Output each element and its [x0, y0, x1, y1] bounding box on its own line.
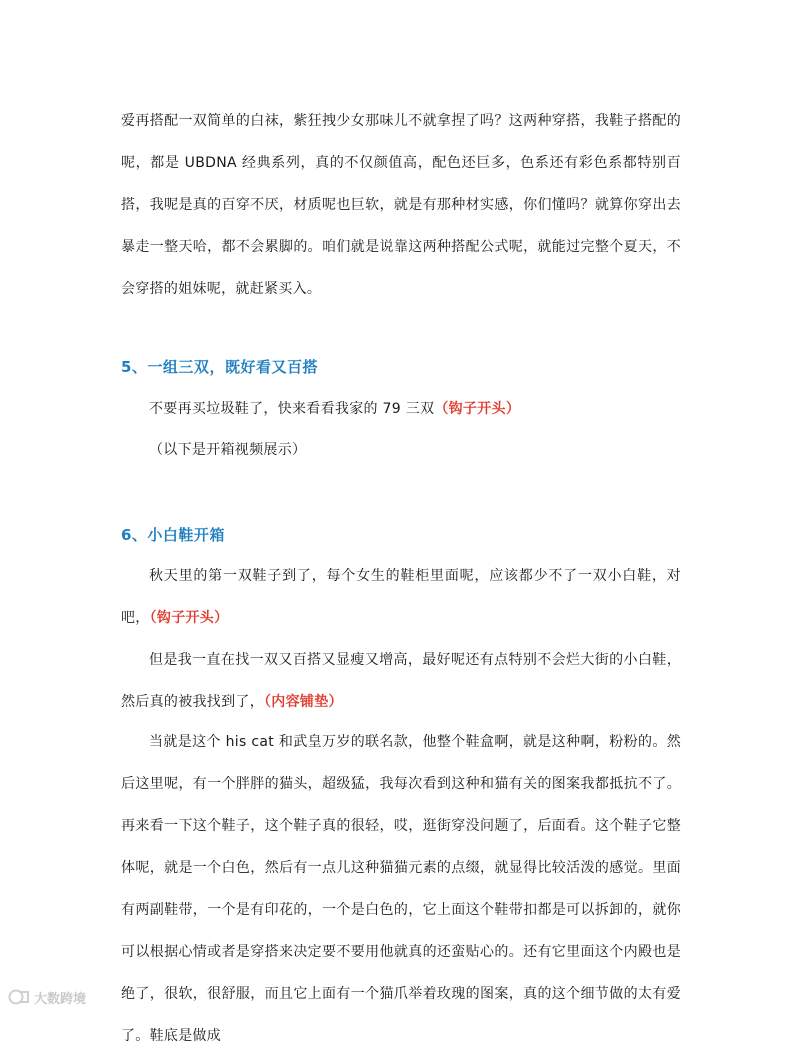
section-6-paragraph-2: [121, 639, 681, 723]
content-setup-tag: （内容铺垫）: [264, 694, 343, 710]
watermark-text: 大数跨境: [34, 991, 87, 1007]
section-6-heading: 6、小白鞋开箱: [121, 526, 225, 544]
section-5-line-1-text: 不要再买垃圾鞋了，快来看看我家的 79 三双: [149, 401, 435, 417]
section-6-paragraph-1: [121, 555, 681, 639]
section-5-line-2: （以下是开箱视频展示）: [149, 442, 307, 458]
section-5-line-1: [121, 388, 681, 430]
intro-paragraph: 爱再搭配一双简单的白袜，紫狂拽少女那味儿不就拿捏了吗？这两种穿搭，我鞋子搭配的呢，都是 UBDNA 经典系列，真的不仅颜值高，配色还巨多，色系还有彩色系都特别百搭，我呢是真的百穿不厌，材质呢也巨软，就是有那种材实感，你们懂吗？就算你穿出去暴走一整天哈，都不会累脚的。咱们就是说靠这两种搭配公式呢，就能过完整个夏天，不会穿搭的姐妹呢，就赶紧买入。: [121, 113, 681, 297]
brand-logo-icon: [8, 988, 30, 1006]
section-5-heading: 5、一组三双，既好看又百搭: [121, 358, 318, 376]
hook-tag: （钩子开头）: [434, 401, 521, 417]
section-6-paragraph-2-text: 但是我一直在找一双又百搭又显瘦又增高，最好呢还有点特别不会烂大街的小白鞋，然后真的被我找到了，: [121, 652, 681, 710]
section-6-paragraph-1-text: 秋天里的第一双鞋子到了，每个女生的鞋柜里面呢，应该都少不了一双小白鞋，对吧，: [121, 568, 681, 626]
watermark: [8, 986, 86, 1008]
section-6-paragraph-3: 当就是这个 his cat 和武皇万岁的联名款，他整个鞋盒啊，就是这种啊，粉粉的。然后这里呢，有一个胖胖的猫头，超级猛，我每次看到这种和猫有关的图案我都抵抗不了。再来看一下这个鞋子，这个鞋子真的很轻，哎，逛街穿没问题了，后面看。这个鞋子它整体呢，就是一个白色，然后有一点儿这种猫猫元素的点缀，就显得比较活泼的感觉。里面有两副鞋带，一个是有印花的，一个是白色的，它上面这个鞋带扣都是可以拆卸的，就你可以根据心情或者是穿搭来决定要不要用他就真的还蛮贴心的。还有它里面这个内殿也是绝了，很软，很舒服，而且它上面有一个猫爪举着玫瑰的图案，真的这个细节做的太有爱了。鞋底是做成: [121, 734, 681, 1044]
hook-tag: （钩子开头）: [149, 610, 229, 626]
